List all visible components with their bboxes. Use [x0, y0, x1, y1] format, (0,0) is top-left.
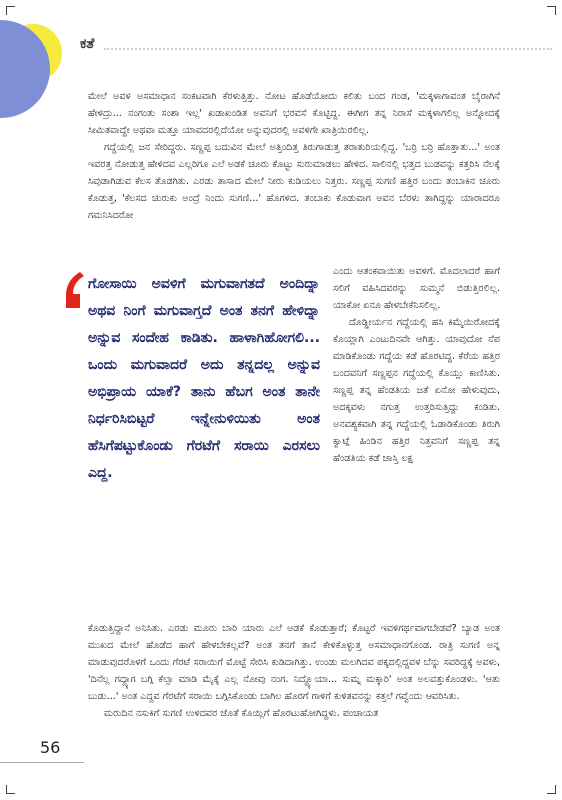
pull-quote: ಗೋಸಾಯಿ ಅವಳಿಗೆ ಮಗುವಾಗತದೆ ಅಂದಿದ್ನಾ ಅಥವ ನಿಂಗೆ ಮಗುವಾಗ್ತದೆ ಅಂತ ತನಗೆ ಹೇಳಿದ್ನಾ ಅನ್ನುವ ಸಂದೇಹ ಕಾಡಿತು. ಹಾಳಾಗಿಹೋಗಲಿ... ಒಂದು ಮಗುವಾದರೆ ಅದು ತನ್ನದಲ್ಲ ಅನ್ನುವ ಅಭಿಪ್ರಾಯ ಯಾಕೆ? ತಾನು ಹೆಬಗ ಅಂತ ತಾನೇ ನಿರ್ಧರಿಸಿಬಿಟ್ಟರೆ ಇನ್ನೇನುಳಿಯಿತು ಅಂತ ಹೆಸಿಗೆಪಟ್ಟುಕೊಂಡು ಗೆರಟೆಗೆ ಸರಾಯಿ ಎರಸಲು ಎದ್ದ.: [88, 276, 320, 481]
crop-mark-top-right: [547, 6, 556, 15]
article-body-bottom: [88, 620, 500, 722]
body-paragraph: ದೊಡ್ಡೀರ್ಯನ ಗದ್ದೆಯಲ್ಲಿ ಹಸಿ ಕಿಮ್ಮೆಯಿರೋದಕ್ಕೆ ಕೊಯ್ಲಾಗಿ ಎಂಟುದಿನವೇ ಆಗಿತ್ತು. ಯಾವುದೋ ನೆಪ ಮಾಡಿಕೊಂಡು ಗದ್ದೆಯ ಕಡೆ ಹೊರಟಿದ್ದ. ಕೆರೆಯ ಹತ್ತಿರ ಬಂದವನಿಗೆ ಸಣ್ಣಪ್ಪನ ಗದ್ದೆಯಲ್ಲಿ ಕೊಯ್ಲು ಕಾಣಿಸಿತು. ಸಣ್ಣಪ್ಪ ತನ್ನ ಹೆಂಡತಿಯ ಜತೆ ಏನೋ ಹೇಳುವುದು, ಅದಕ್ಕವಳು ನಗುತ್ತ ಉತ್ತರಿಸುತ್ತಿದ್ದು ಕಂಡಿತು. ಅನವಶ್ಯಕವಾಗಿ ತನ್ನ ಗದ್ದೆಯಲ್ಲಿ ಓಡಾಡಿಕೊಂಡು ತಿರುಗಿ ಕ್ವಾಟ್ಗೆ ಹಿಂಡಿನ ಹತ್ತಿರ ನಿತ್ತವನಿಗೆ ಸಣ್ಣಪ್ಪ ತನ್ನ ಹೆಂಡತಿಯ ಕಡೆ ಜಾಸ್ತಿ ಲಕ್ಷ: [333, 317, 500, 464]
footer-rule: [0, 762, 84, 763]
article-body-top: [88, 88, 500, 224]
body-paragraph: ಮರುದಿನ ನಸುಕಿಗೆ ಸುಗಣಿ ಉಳಿದವರ ಜೊತೆ ಕೊಯ್ಲಿಗೆ ಹೊರಟುಹೋಗಿದ್ದಳು. ಪಂಚಾಯತ: [104, 708, 379, 719]
body-paragraph: ಗದ್ದೆಯಲ್ಲಿ ಜನ ಸೇರಿದ್ದರು. ಸಣ್ಣಪ್ಪ ಬದುವಿನ ಮೇಲೆ ಅತ್ತಿಂದಿತ್ತ ತಿರುಗಾಡುತ್ತ ತರಾತುರಿಯಲ್ಲಿದ್ದ. 'ಬರ್ರಿ ಬರ್ರಿ ಹೊತ್ತಾತು...' ಅಂತ ಇವರತ್ತ ನೋಡುತ್ತ ಹೇಳಿದವ ಎಲ್ಲರಿಗೂ ಎಲೆ ಅಡಕೆ ಚೂರು ಕೊಟ್ಟು ಸುರುಮಾಡಲು ಹೇಳಿದ. ಸಾಲಿನಲ್ಲಿ ಭತ್ತದ ಬುಡವನ್ನು ಕತ್ತರಿಸಿ ನೆಲಕ್ಕೆ ಸಿವುಡಾಗಿಡುವ ಕೆಲಸ ತೊಡಗಿತು. ಎರಡು ತಾಸಾದ ಮೇಲೆ ನೀರು ಕುಡಿಯಲು ನಿತ್ತರು. ಸಣ್ಣಪ್ಪ ಸುಗಣಿ ಹತ್ತಿರ ಬಂದು ತಂಬಾಕಿನ ಚೂರು ಕೊಡುತ್ತ, 'ಕೆಲಸದ ಚುರುಕು ಅಂದ್ರೆ ನಿಂದು ಸುಗಣಿ...' ಹೊಗಳಿದ. ತಂಬಾಕು ಕೊಡುವಾಗ ಅವನ ಬೆರಳು ತಾಗಿದ್ದನ್ನು ಯಾರಾದರೂ ಗಮನಿಸಿದರೋ: [88, 142, 500, 221]
crop-mark-bottom-right: [547, 785, 556, 794]
body-paragraph: ಮೇಲೆ ಅವಳ ಅಸಮಾಧಾನ ಸಂಕಟವಾಗಿ ಕೆರಳುತ್ತಿತ್ತು. ನೋಟ ಹೊಡೆಯೋದು ಕಲಿತು ಬಂದ ಗಂಡ, 'ಮಕ್ಕಳಾಗಾವಂತ ಬೈರಾಗಿನೆ ಹೇಳಿದ್ರು... ನಂಗಂತು ಸಂಶಾ ಇಲ್ಲ' ಖಡಾಖಂಡಿತ ಅವನಿಗೆ ಭರವಸೆ ಕೊಟ್ಟಿದ್ದ. ಈಗೀಗ ತನ್ನ ನಿರಾಸೆ ಮಕ್ಕಳಾಗಲಿಲ್ಲ ಅನ್ನೋದಕ್ಕೆ ಸೀಮಿತವಾದ್ದೇ ಅಥವಾ ಮತ್ತೂ ಯಾವದರಲ್ಲಿದೆಯೋ ಅನ್ನುವುದರಲ್ಲಿ ಅವಳಿಗೇ ಖಾತ್ರಿಯಿರಲಿಲ್ಲ.: [88, 91, 500, 136]
crop-mark-bottom-left: [6, 785, 15, 794]
body-paragraph: ಎಂದು ಆತಂಕವಾಯಿತು ಅವಳಿಗೆ. ಮೊದಲಾದರೆ ಹಾಗೆ ಸಲಿಗೆ ವಹಿಸಿದವರನ್ನು ಸುಮ್ಮನೆ ಬಿಡುತ್ತಿರಲಿಲ್ಲ. ಯಾಕೋ ಏನೂ ಹೇಳಬೇಕೆನಿಸಲಿಲ್ಲ.: [333, 266, 500, 311]
header-dotted-rule: [104, 48, 552, 50]
page-number: 56: [40, 738, 61, 757]
body-paragraph: ಕೊಡುತ್ತಿದ್ದಾನೆ ಅನಿಸಿತು. ಎರಡು ಮೂರು ಬಾರಿ ಯಾರು ಎಲೆ ಅಡಕೆ ಕೊಡುತ್ತಾರೆ; ಕೊಟ್ಟರೆ ಇವಳಿಗರ್ಥವಾಗಬೇಡವೆ? ಬ್ಯಾಡ ಅಂತ ಮುಖದ ಮೇಲೆ ಹೊಡೆದ ಹಾಗೆ ಹೇಳಬೇಕಲ್ಲವೆ? ಅಂತ ತನಗೆ ತಾನೆ ಕೇಳಿಕೊಳ್ಳುತ್ತ ಅಸಮಾಧಾನಗೊಂಡ. ರಾತ್ರಿ ಸುಗಣಿ ಅನ್ನ ಮಾಡುವುದರೊಳಗೆ ಒಂದು ಗೆರಟೆ ಸರಾಯಿಗೆ ಮೊಟ್ಟೆ ಸೇರಿಸಿ ಕುಡಿದಾಗಿತ್ತು. ಉಂಡು ಮಲಗಿದವ ಪಕ್ಕದಲ್ಲಿದ್ದವಳ ಬೆನ್ನು ಸವರಿದ್ದಕ್ಕೆ ಅವಳು, 'ದಿನೆಲ್ಲ ಗದ್ದ್ಯಾಗ ಬಗ್ಗಿ ಕೆಲ್ಸಾ ಮಾಡಿ ಮೈಕ್ಕೆ ಎಲ್ಲ ನೋವು ನಂಗ. ನಿದ್ದ್ಯೊಯಾ... ಸುಮ್ನ ಮಕ್ಕಾರಿ' ಅಂತ ಅಲವತ್ತುಕೊಂಡಳು. 'ಆತು ಬುಡು...' ಅಂತ ಎದ್ದವ ಗೆರಟೆಗೆ ಸರಾಯಿ ಬಗ್ಗಿಸಿಕೊಂಡು ಬಾಗಿಲ ಹೊರಗೆ ಗಾಳಿಗೆ ಕುಳಿತವನನ್ನು ಕತ್ತಲೆ ಗವ್ವೆಂದು ಆವರಿಸಿತು.: [88, 623, 500, 702]
article-body-right-column: [333, 263, 500, 467]
section-title: ಕತೆ: [80, 36, 95, 52]
crop-mark-top-left: [6, 6, 15, 15]
